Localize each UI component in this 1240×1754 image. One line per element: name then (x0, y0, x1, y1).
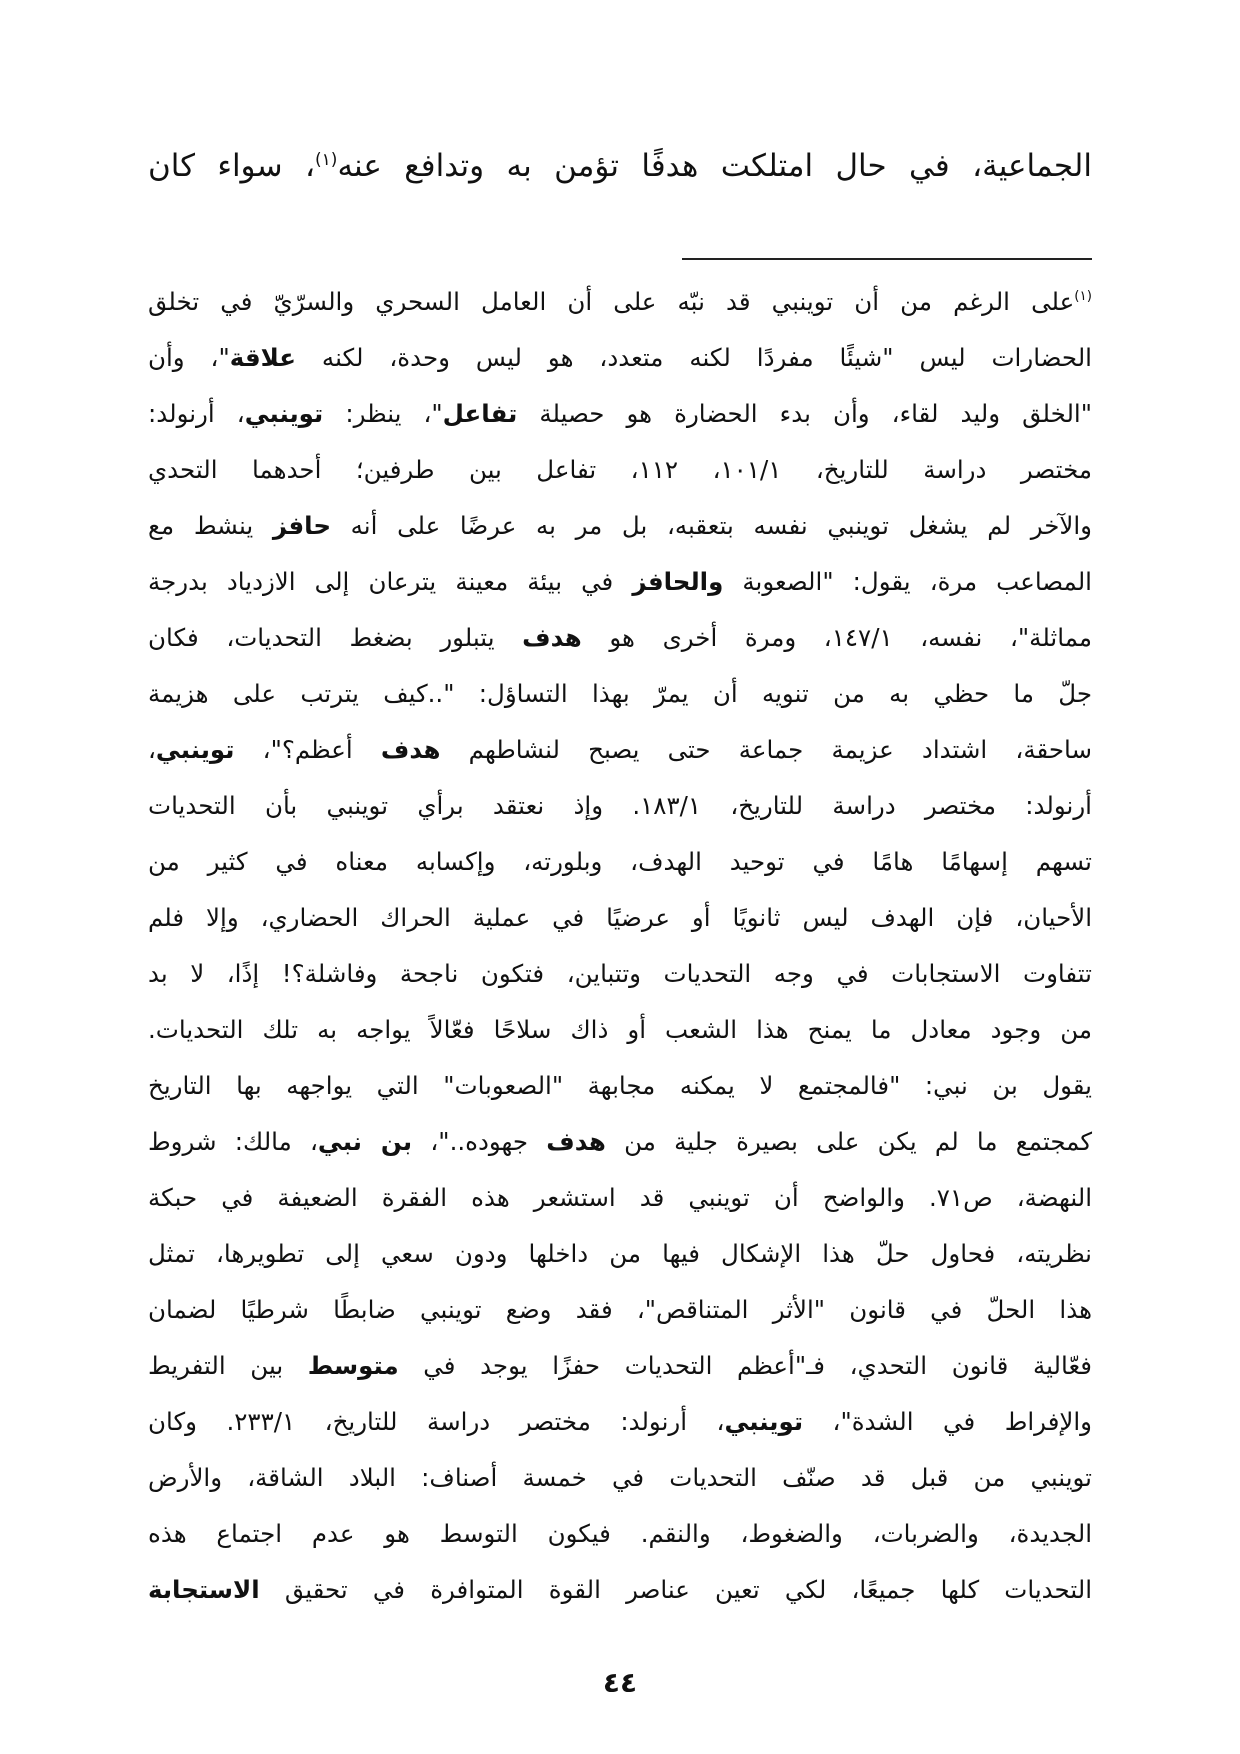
footnote-line (148, 834, 1092, 890)
footnote-line (148, 554, 1092, 610)
text-segment: والإفراط في الشدة"، (803, 1407, 1093, 1436)
text-segment: جهوده.."، (412, 1127, 547, 1156)
text-segment: مماثلة"، نفسه، ١٤٧/١، ومرة أخرى هو (581, 623, 1093, 652)
footnote-line (148, 1506, 1092, 1562)
footnote-marker: (١) (1074, 288, 1092, 304)
bold-term: بن نبي (317, 1127, 413, 1156)
footnote-line (148, 274, 1092, 330)
text-segment: نظريته، فحاول حلّ هذا الإشكال فيها من داخلها ودون سعي إلى تطويرها، تمثل (148, 1239, 1092, 1268)
footnote-line (148, 1226, 1092, 1282)
footnote-line (148, 946, 1092, 1002)
footnote-line (148, 610, 1092, 666)
text-segment: المصاعب مرة، يقول: "الصعوبة (723, 567, 1092, 596)
bold-term: حافز (272, 511, 331, 540)
text-segment: فعّالية قانون التحدي، فـ"أعظم التحديات حفزًا يوجد في (398, 1351, 1092, 1380)
text-segment: أرنولد: مختصر دراسة للتاريخ، ١٨٣/١. وإذ نعتقد برأي توينبي بأن التحديات (148, 791, 1092, 820)
text-segment: الجماعية، في حال امتلكت هدفًا تؤمن به وتدافع عنه (337, 148, 1092, 184)
bold-term: توينبي (244, 399, 324, 428)
text-segment: أعظم؟"، (234, 735, 381, 764)
text-segment: الجديدة، والضربات، والضغوط، والنقم. فيكون التوسط هو عدم اجتماع هذه (148, 1519, 1092, 1548)
text-segment: التحديات كلها جميعًا، لكي تعين عناصر القوة المتوافرة في تحقيق (259, 1575, 1092, 1604)
page-number: ٤٤ (602, 1666, 638, 1699)
text-segment: جلّ ما حظي به من تنويه أن يمرّ بهذا التساؤل: "..كيف يترتب على هزيمة (148, 679, 1092, 708)
text-segment: مختصر دراسة للتاريخ، ١٠١/١، ١١٢، تفاعل بين طرفين؛ أحدهما التحدي (148, 455, 1093, 484)
text-segment: "، وأن (148, 343, 230, 372)
text-segment: "الخلق وليد لقاء، وأن بدء الحضارة هو حصيلة (517, 399, 1093, 428)
text-segment: الأحيان، فإن الهدف ليس ثانويًا أو عرضيًا في عملية الحراك الحضاري، وإلا فلم (148, 903, 1092, 932)
bold-term: توينبي (155, 735, 235, 764)
text-segment: "، ينظر: (323, 399, 443, 428)
footnote-line (148, 386, 1092, 442)
footnote-line (148, 330, 1092, 386)
bold-term: علاقة (229, 343, 296, 372)
bold-term: الاستجابة (148, 1575, 260, 1604)
bold-term: هدف (546, 1127, 606, 1156)
footnote-line (148, 1114, 1092, 1170)
text-segment: هذا الحلّ في قانون "الأثر المتناقص"، فقد وضع توينبي ضابطًا شرطيًا لضمان (148, 1295, 1092, 1324)
text-segment: ، (148, 735, 156, 764)
text-segment: يقول بن نبي: "فالمجتمع لا يمكنه مجابهة "الصعوبات" التي يواجهه بها التاريخ (148, 1071, 1092, 1100)
text-segment: توينبي من قبل قد صنّف التحديات في خمسة أصناف: البلاد الشاقة، والأرض (148, 1463, 1092, 1492)
footnote-line (148, 1338, 1092, 1394)
text-segment: ، أرنولد: (148, 399, 245, 428)
text-segment: ، مالك: شروط (148, 1127, 318, 1156)
bold-term: توينبي (724, 1407, 804, 1436)
footnote-line (148, 498, 1092, 554)
footnote-line (148, 1282, 1092, 1338)
footnote-separator (682, 258, 1092, 260)
text-segment: كمجتمع ما لم يكن على بصيرة جلية من (605, 1127, 1093, 1156)
bold-term: هدف (522, 623, 582, 652)
bold-term: والحافز (632, 567, 724, 596)
bold-term: تفاعل (442, 399, 518, 428)
text-segment: الحضارات ليس "شيئًا مفردًا لكنه متعدد، هو ليس وحدة، لكنه (296, 343, 1092, 372)
footnote-line (148, 1002, 1092, 1058)
footnote-line (148, 1562, 1092, 1618)
text-segment: يتبلور بضغط التحديات، فكان (148, 623, 523, 652)
text-segment: النهضة، ص٧١. والواضح أن توينبي قد استشعر هذه الفقرة الضعيفة في حبكة (148, 1183, 1092, 1212)
text-segment: والآخر لم يشغل توينبي نفسه بتعقبه، بل مر به عرضًا على أنه (330, 511, 1093, 540)
text-segment: ينشط مع (148, 511, 273, 540)
text-segment: من وجود معادل ما يمنح هذا الشعب أو ذاك سلاحًا فعّالاً يواجه به تلك التحديات. (148, 1015, 1092, 1044)
footnote-line (148, 722, 1092, 778)
bold-term: هدف (380, 735, 441, 764)
footnote-line (148, 1058, 1092, 1114)
footnote-line (148, 442, 1092, 498)
footnote-line (148, 778, 1092, 834)
text-segment: ، سواء كان (148, 148, 315, 184)
text-segment: ساحقة، اشتداد عزيمة جماعة حتى يصبح لنشاطهم (440, 735, 1092, 764)
footnote-line (148, 890, 1092, 946)
text-segment: في بيئة معينة يترعان إلى الازدياد بدرجة (148, 567, 633, 596)
text-segment: تسهم إسهامًا هامًا في توحيد الهدف، وبلورته، وإكسابه معناه في كثير من (148, 847, 1092, 876)
text-segment: ، أرنولد: مختصر دراسة للتاريخ، ٢٣٣/١. وكان (148, 1407, 725, 1436)
footnote-line (148, 1450, 1092, 1506)
footnote-line (148, 666, 1092, 722)
body-text-line (148, 140, 1092, 192)
footnote-marker: (١) (314, 150, 338, 170)
text-segment: بين التفريط (148, 1351, 308, 1380)
footnote-line (148, 1170, 1092, 1226)
text-segment: على الرغم من أن توينبي قد نبّه على أن العامل السحري والسرّيّ في تخلق (148, 287, 1075, 316)
footnote-line (148, 1394, 1092, 1450)
text-segment: تتفاوت الاستجابات في وجه التحديات وتتباين، فتكون ناجحة وفاشلة؟! إذًا، لا بد (148, 959, 1092, 988)
bold-term: متوسط (307, 1351, 399, 1380)
